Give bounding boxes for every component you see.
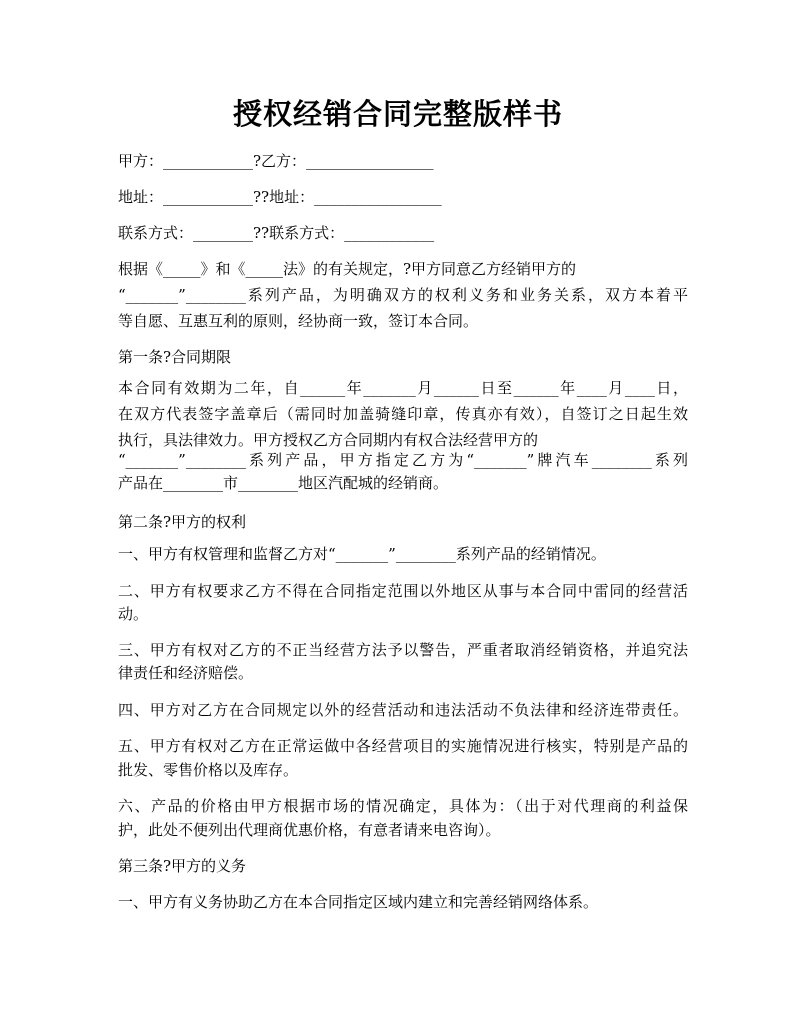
article-2-heading: 第二条?甲方的权利	[118, 513, 247, 531]
article-2-item-5-line-1: 五、甲方有权对乙方在正常运做中各经营项目的实施情况进行核实，特别是产品的	[118, 737, 688, 755]
article-2-item-3-line-1: 三、甲方有权对乙方的不正当经营方法予以警告，严重者取消经销资格，并追究法	[118, 641, 688, 659]
article-2-item-4: 四、甲方对乙方在合同规定以外的经营活动和违法活动不负法律和经济连带责任。	[118, 701, 688, 719]
article-2-item-2-line-2: 动。	[118, 605, 149, 623]
article-1-heading: 第一条?合同期限	[118, 348, 232, 366]
article-2-item-5-line-2: 批发、零售价格以及库存。	[118, 761, 299, 779]
intro-line-1: 根据《_____》和《_____法》的有关规定，?甲方同意乙方经销甲方的	[118, 260, 577, 278]
intro-line-2: “_______”________系列产品，为明确双方的权利义务和业务关系，双方本着平	[118, 286, 688, 304]
article-2-item-3-line-2: 律责任和经济赔偿。	[118, 664, 254, 682]
article-1-line-4: “_______”________系列产品，甲方指定乙方为“_______”牌汽车________系列	[118, 451, 688, 469]
article-2-item-6-line-2: 护，此处不便列出代理商优惠价格，有意者请来电咨询）。	[118, 821, 501, 839]
article-1-line-1: 本合同有效期为二年，自______年_______月______日至______年____月____日，	[118, 379, 688, 397]
article-1-line-2: 在双方代表签字盖章后（需同时加盖骑缝印章，传真亦有效），自签订之日起生效	[118, 405, 688, 423]
article-2-item-1: 一、甲方有权管理和监督乙方对“_______”________系列产品的经销情况。	[118, 545, 606, 563]
article-3-item-1: 一、甲方有义务协助乙方在本合同指定区域内建立和完善经销网络体系。	[118, 893, 599, 911]
article-1-line-3: 执行，具法律效力。甲方授权乙方合同期内有权合法经营甲方的	[118, 431, 539, 449]
article-2-item-2-line-1: 二、甲方有权要求乙方不得在合同指定范围以外地区从事与本合同中雷同的经营活	[118, 582, 688, 600]
party-names-line: 甲方：____________?乙方：_________________	[118, 152, 434, 170]
contact-line: 联系方式：________??联系方式：____________	[118, 224, 435, 242]
document-title: 授权经销合同完整版样书	[232, 97, 563, 131]
intro-line-3: 等自愿、互惠互利的原则，经协商一致，签订本合同。	[118, 312, 479, 330]
article-3-heading: 第三条?甲方的义务	[118, 857, 247, 875]
address-line: 地址：____________??地址：_________________	[118, 188, 442, 206]
article-2-item-6-line-1: 六、产品的价格由甲方根据市场的情况确定，具体为：（出于对代理商的利益保	[118, 797, 688, 815]
article-1-line-5: 产品在________市________地区汽配城的经销商。	[118, 474, 449, 492]
